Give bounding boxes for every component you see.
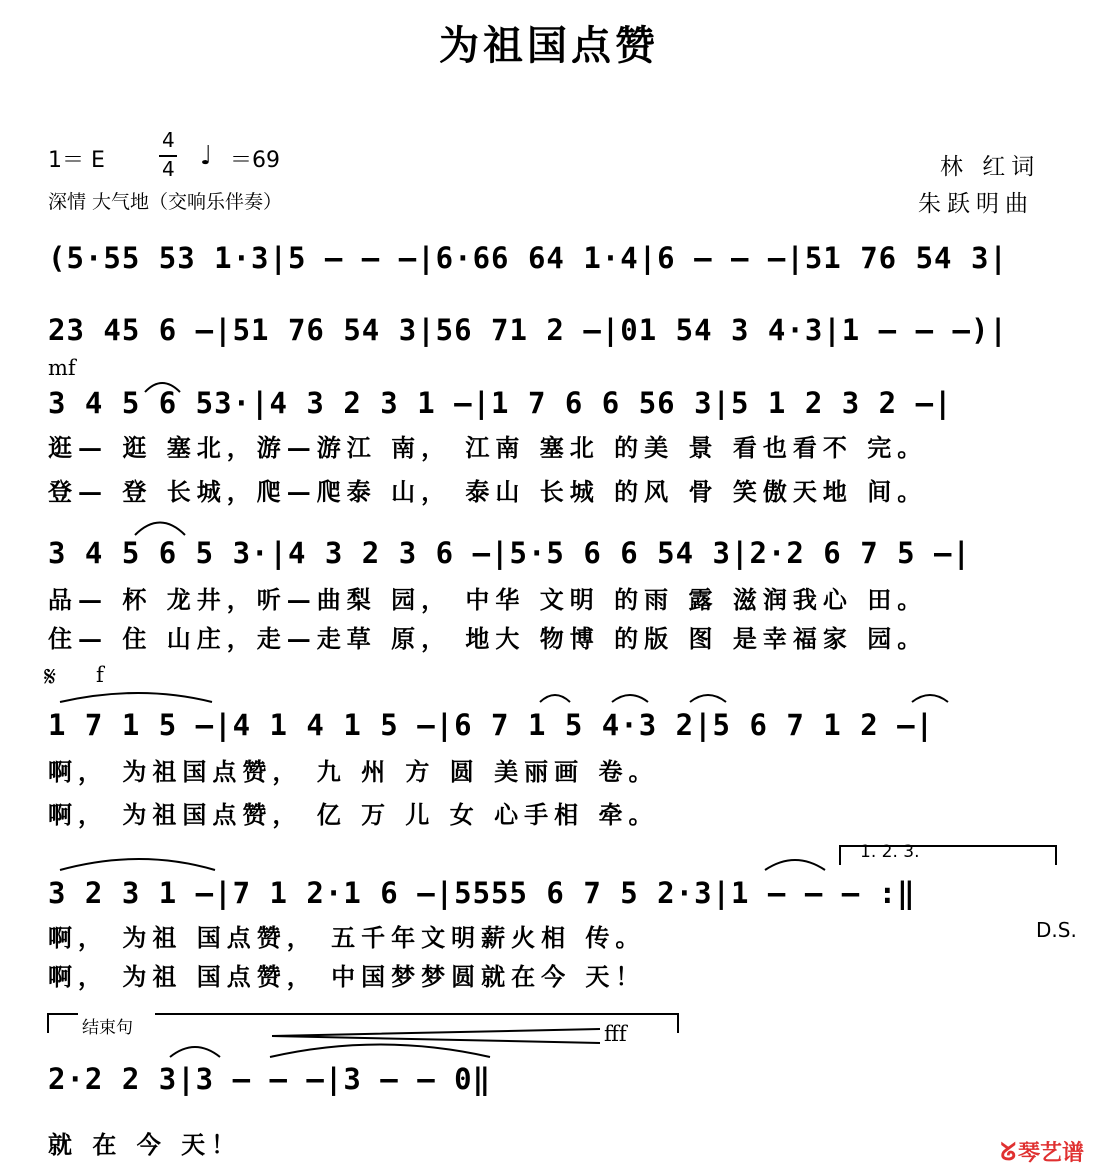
slur (912, 695, 948, 702)
slur (270, 1045, 490, 1058)
slur (60, 693, 212, 702)
music-row-2: 23 45 6 –|51 76 54 3|56 71 2 –|01 54 3 4·3|1 – – –)| (48, 313, 1008, 347)
crescendo-hairpin (272, 1029, 600, 1043)
volta-label: 1. 2. 3. (860, 842, 920, 862)
lyrics-row-6-verse-1: 啊， 为祖 国点赞， 五千年文明薪火相 传。 (48, 923, 646, 952)
expression-marking: 深情 大气地（交响乐伴奏） (48, 191, 283, 213)
slur (690, 695, 726, 702)
volta-bracket (840, 846, 1056, 865)
music-row-6: 3 2 3 1 –|7 1 2·1 6 –|5555 6 7 5 2·3|1 – – – :‖ (48, 876, 916, 910)
page-title: 为祖国点赞 (439, 22, 659, 69)
slur (540, 695, 570, 702)
coda-bracket (48, 1014, 78, 1033)
slur (135, 523, 185, 536)
dynamic-marking: fff (604, 1022, 627, 1046)
time-signature-denominator: 4 (162, 157, 175, 181)
music-row-3: 3 4 5 6 53·|4 3 2 3 1 –|1 7 6 6 56 3|5 1 2 3 2 –| (48, 386, 953, 420)
slur (170, 1047, 220, 1057)
slur (60, 859, 215, 870)
lyrics-row-7: 就 在 今 天！ (48, 1130, 242, 1159)
slur (765, 860, 825, 870)
lyrics-row-5-verse-1: 啊， 为祖国点赞， 九 州 方 圆 美丽画 卷。 (48, 757, 659, 786)
slur (145, 383, 180, 392)
music-row-7: 2·2 2 3|3 – – –|3 – – 0‖ (48, 1062, 492, 1096)
composer-credit: 朱跃明曲 (918, 191, 1034, 217)
lyrics-row-5-verse-2: 啊， 为祖国点赞， 亿 万 儿 女 心手相 牵。 (48, 800, 659, 829)
lyricist-credit: 林 红词 (940, 154, 1041, 180)
music-row-5: 1 7 1 5 –|4 1 4 1 5 –|6 7 1 5 4·3 2|5 6 7 1 2 –| (48, 708, 935, 742)
lyrics-row-3-verse-1: 逛— 逛 塞北，游—游江 南， 江南 塞北 的美 景 看也看不 完。 (48, 433, 928, 462)
key-signature: 1＝ E (48, 148, 105, 173)
slur (612, 695, 648, 702)
coda-label: 结束句 (82, 1018, 133, 1038)
qinyipu-logo-icon: ᘜ (1000, 1138, 1016, 1166)
quarter-note-icon: ♩ (200, 141, 213, 171)
dal-segno-marking: D.S. (1036, 918, 1077, 942)
tempo-marking: ＝69 (230, 148, 280, 173)
lyrics-row-4-verse-2: 住— 住 山庄，走—走草 原， 地大 物博 的版 图 是幸福家 园。 (48, 624, 928, 653)
lyrics-row-4-verse-1: 品— 杯 龙井，听—曲梨 园， 中华 文明 的雨 露 滋润我心 田。 (48, 585, 928, 614)
site-logo: ᘜ琴艺谱 (1000, 1138, 1084, 1166)
music-row-1: (5·55 53 1·3|5 – – –|6·66 64 1·4|6 – – –|51 76 54 3| (48, 241, 1008, 275)
lyrics-row-3-verse-2: 登— 登 长城，爬—爬泰 山， 泰山 长城 的风 骨 笑傲天地 间。 (48, 477, 928, 506)
coda-bracket (155, 1014, 678, 1033)
dynamic-marking: mf (48, 356, 76, 380)
time-signature-numerator: 4 (162, 128, 175, 152)
dynamic-marking: f (96, 663, 104, 687)
lyrics-row-6-verse-2: 啊， 为祖 国点赞， 中国梦梦圆就在今 天！ (48, 962, 646, 991)
segno-icon: 𝄋 (44, 660, 57, 693)
music-row-4: 3 4 5 6 5 3·|4 3 2 3 6 –|5·5 6 6 54 3|2·2 6 7 5 –| (48, 536, 971, 570)
